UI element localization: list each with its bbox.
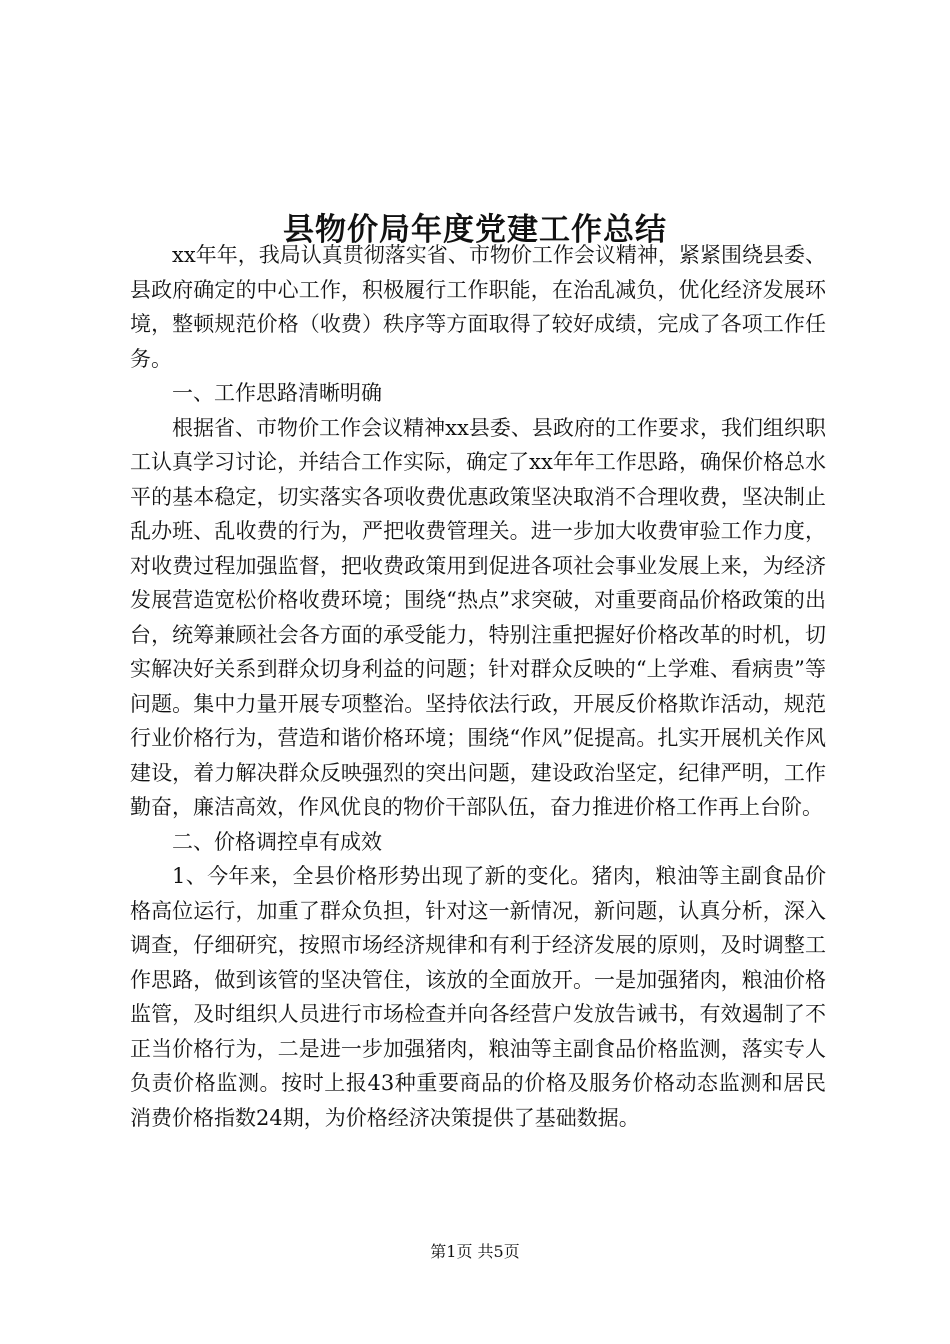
paragraph-work-ideas: 根据省、市物价工作会议精神xx县委、县政府的工作要求，我们组织职工认真学习讨论，并结合工作实际，确定了xx年年工作思路，确保价格总水平的基本稳定，切实落实各项收费优惠政策坚决取消不合理收费，坚决制止乱办班、乱收费的行为，严把收费管理关。进一步加大收费审验工作力度，对收费过程加强监督，把收费政策用到促进各项社会事业发展上来，为经济发展营造宽松价格收费环境；围绕“热点”求突破，对重要商品价格政策的出台，统筹兼顾社会各方面的承受能力，特别注重把握好价格改革的时机，切实解决好关系到群众切身利益的问题；针对群众反映的“上学难、看病贵”等问题。集中力量开展专项整治。坚持依法行政，开展反价格欺诈活动，规范行业价格行为，营造和谐价格环境；围绕“作风”促提高。扎实开展机关作风建设，着力解决群众反映强烈的突出问题，建设政治坚定，纪律严明，工作勤奋，廉洁高效，作风优良的物价干部队伍，奋力推进价格工作再上台阶。 (130, 415, 826, 819)
paragraph-intro: xx年年，我局认真贯彻落实省、市物价工作会议精神，紧紧围绕县委、县政府确定的中心工作，积极履行工作职能，在治乱减负，优化经济发展环境，整顿规范价格（收费）秩序等方面取得了较好成绩，完成了各项工作任务。 (130, 243, 826, 371)
page-footer: 第1页 共5页 (430, 1242, 520, 1261)
document-body (130, 238, 826, 1135)
section-heading-2: 二、价格调控卓有成效 (172, 829, 382, 854)
section-heading-1: 一、工作思路清晰明确 (172, 381, 382, 405)
paragraph-price-control: 1、今年来，全县价格形势出现了新的变化。猪肉，粮油等主副食品价格高位运行，加重了群众负担，针对这一新情况，新问题，认真分析，深入调查，仔细研究，按照市场经济规律和有利于经济发展的原则，及时调整工作思路，做到该管的坚决管住，该放的全面放开。一是加强猪肉，粮油价格监管，及时组织人员进行市场检查并向各经营户发放告诫书，有效遏制了不正当价格行为，二是进一步加强猪肉，粮油等主副食品价格监测，落实专人负责价格监测。按时上报43种重要商品的价格及服务价格动态监测和居民消费价格指数24期，为价格经济决策提供了基础数据。 (130, 864, 826, 1130)
document-title: 县物价局年度党建工作总结 (283, 211, 667, 248)
